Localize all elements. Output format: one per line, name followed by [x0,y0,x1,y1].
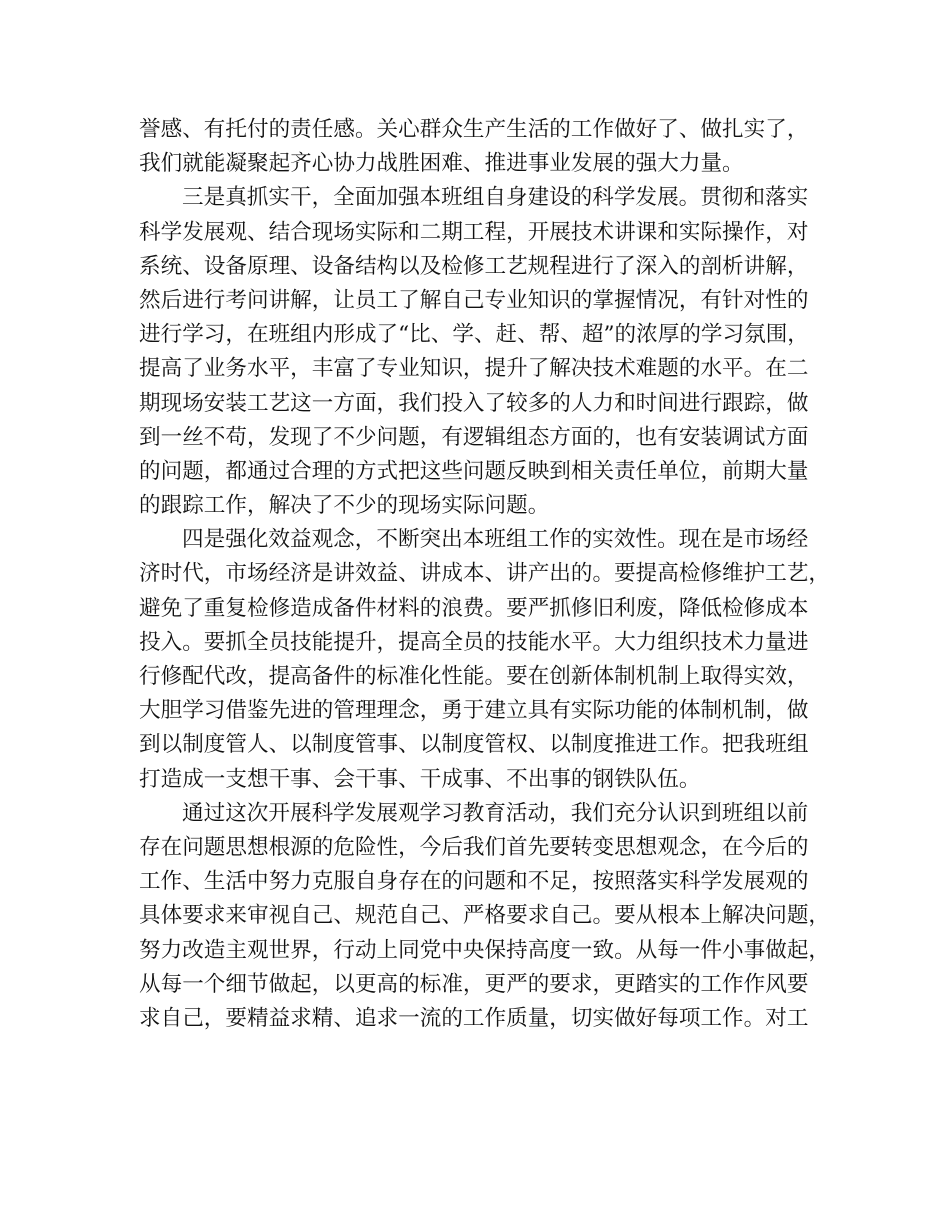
body-text [139,113,829,1036]
text-line: 存在问题思想根源的危险性，今后我们首先要转变思想观念，在今后的 [139,834,809,860]
text-line: 我们就能凝聚起齐心协力战胜困难、推进事业发展的强大力量。 [139,151,744,177]
text-line: 大胆学习借鉴先进的管理理念，勇于建立具有实际功能的体制机制，做 [139,698,809,724]
text-line: 提高了业务水平，丰富了专业知识，提升了解决技术难题的水平。在二 [139,356,809,382]
paragraph-start-line: 通过这次开展科学发展观学习教育活动，我们充分认识到班组以前 [182,800,809,826]
text-line: 到以制度管人、以制度管事、以制度管权、以制度推进工作。把我班组 [139,732,809,758]
text-line: 避免了重复检修造成备件材料的浪费。要严抓修旧利废，降低检修成本 [139,595,809,621]
text-line: 到一丝不苟，发现了不少问题，有逻辑组态方面的，也有安装调试方面 [139,424,809,450]
text-line: 系统、设备原理、设备结构以及检修工艺规程进行了深入的剖析讲解， [139,253,809,279]
paragraph-start-line: 三是真抓实干，全面加强本班组自身建设的科学发展。贯彻和落实 [182,185,809,211]
text-line: 期现场安装工艺这一方面，我们投入了较多的人力和时间进行跟踪，做 [139,390,809,416]
paragraph-start-line: 四是强化效益观念，不断突出本班组工作的实效性。现在是市场经 [182,527,809,553]
text-line: 然后进行考问讲解，让员工了解自己专业知识的掌握情况，有针对性的 [139,287,809,313]
text-line: 打造成一支想干事、会干事、干成事、不出事的钢铁队伍。 [139,766,701,792]
text-line: 科学发展观、结合现场实际和二期工程，开展技术讲课和实际操作，对 [139,219,809,245]
text-line: 的问题，都通过合理的方式把这些问题反映到相关责任单位，前期大量 [139,458,809,484]
text-line: 投入。要抓全员技能提升，提高全员的技能水平。大力组织技术力量进 [139,629,809,655]
text-line: 求自己，要精益求精、追求一流的工作质量，切实做好每项工作。对工 [139,1005,809,1031]
text-line: 具体要求来审视自己、规范自己、严格要求自己。要从根本上解决问题， [139,903,831,929]
text-line: 进行学习，在班组内形成了“比、学、赶、帮、超”的浓厚的学习氛围， [139,322,809,348]
text-line: 誉感、有托付的责任感。关心群众生产生活的工作做好了、做扎实了， [139,117,809,142]
text-line: 努力改造主观世界，行动上同党中央保持高度一致。从每一件小事做起， [139,937,831,963]
text-line: 从每一个细节做起，以更高的标准，更严的要求，更踏实的工作作风要 [139,971,809,997]
text-line: 工作、生活中努力克服自身存在的问题和不足，按照落实科学发展观的 [139,869,809,895]
text-line: 行修配代改，提高备件的标准化性能。要在创新体制机制上取得实效， [139,664,809,689]
text-line: 济时代，市场经济是讲效益、讲成本、讲产出的。要提高检修维护工艺， [139,561,831,587]
text-line: 的跟踪工作，解决了不少的现场实际问题。 [139,493,550,519]
